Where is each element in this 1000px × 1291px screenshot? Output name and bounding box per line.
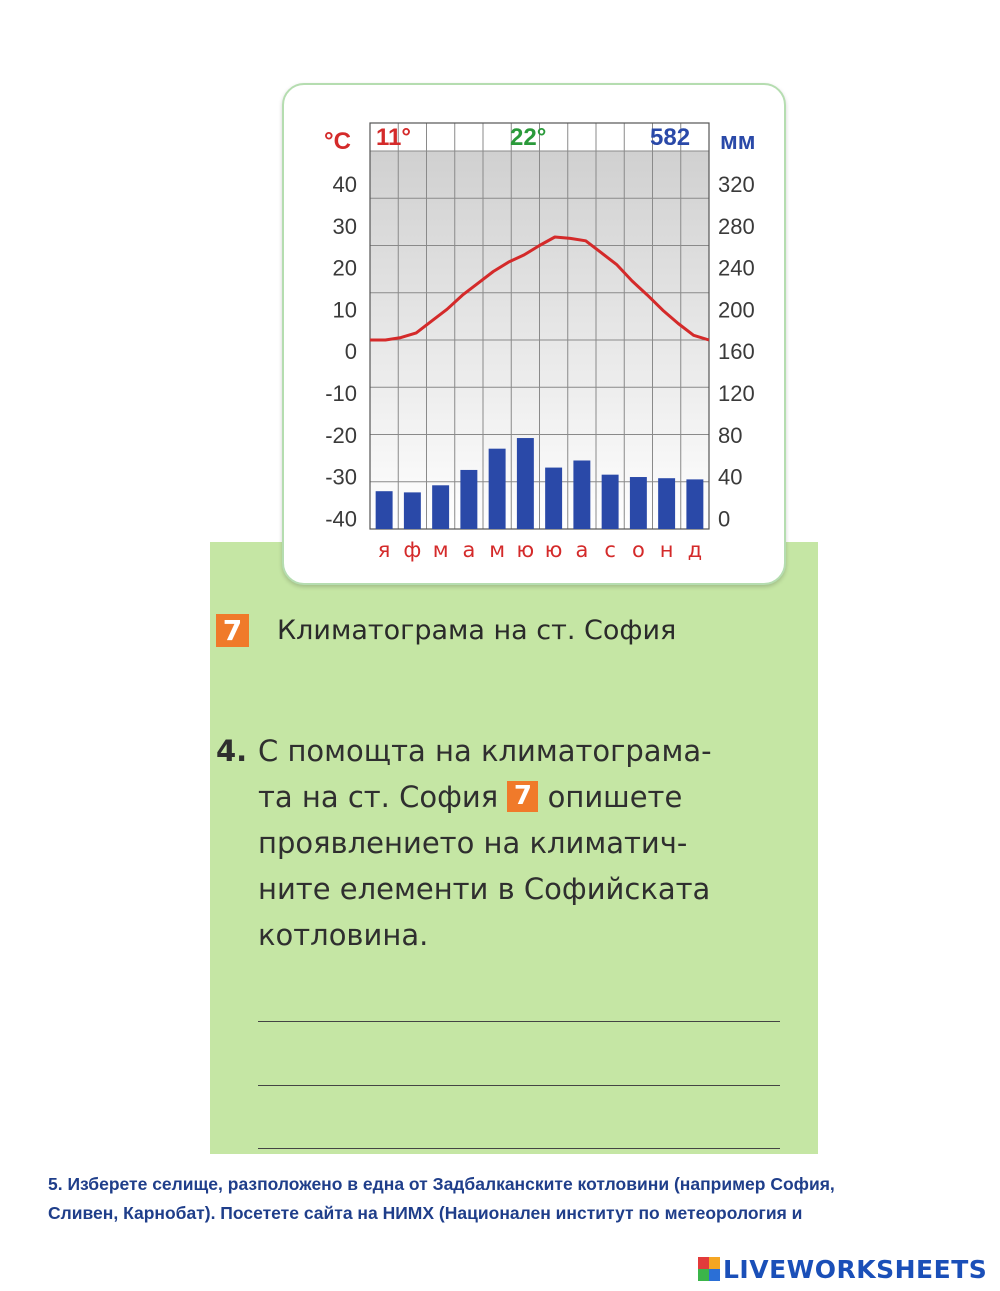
precip-bar — [489, 449, 506, 529]
precip-bar — [460, 470, 477, 529]
month-label: ю — [516, 538, 535, 562]
month-label: м — [489, 538, 506, 562]
precip-bar — [404, 492, 421, 529]
task-4-line-5: котловина. — [258, 918, 429, 952]
precip-bar — [573, 460, 590, 529]
precip-bar — [658, 478, 675, 529]
month-label: а — [575, 538, 589, 562]
task-5 — [48, 1170, 968, 1228]
task-4-line-2: та на ст. София 7 опишете — [258, 780, 683, 814]
left-tick-label: 0 — [344, 339, 357, 365]
precip-bar — [545, 468, 562, 529]
left-tick-label: 30 — [332, 213, 357, 239]
right-axis-unit: мм — [720, 128, 756, 155]
month-label: ю — [544, 538, 563, 562]
task-4-line-4: ните елементи в Софийската — [258, 872, 711, 906]
climatogram-card — [282, 83, 786, 585]
right-tick-label: 0 — [718, 506, 731, 532]
right-tick-label: 80 — [718, 422, 743, 448]
month-label: о — [631, 538, 645, 562]
task-5-line-2: Сливен, Карнобат). Посетете сайта на НИМХ (Национален институт по метеорология и — [48, 1203, 803, 1223]
precip-bar — [376, 491, 393, 529]
left-tick-label: 20 — [332, 255, 357, 281]
temp-min-label: 11° — [376, 124, 411, 151]
climatogram-chart — [284, 85, 784, 583]
task-4-number: 4. — [216, 734, 248, 768]
precip-bar — [432, 485, 449, 529]
figure-caption — [216, 612, 676, 648]
task-4-line-3: проявлението на климатич- — [258, 826, 688, 860]
right-tick-label: 320 — [718, 172, 755, 197]
left-tick-label: -10 — [325, 381, 357, 406]
left-tick-label: -40 — [325, 506, 357, 532]
task-5-line-1: 5. Изберете селище, разположено в една от Задбалканските котловини (например София, — [48, 1174, 835, 1194]
logo-mark-icon — [698, 1257, 720, 1281]
answer-line-1[interactable] — [258, 1021, 780, 1022]
left-axis-unit: °C — [324, 128, 351, 155]
right-tick-label: 200 — [718, 297, 755, 323]
liveworksheets-logo — [698, 1255, 987, 1283]
precip-bar — [686, 479, 703, 529]
figure-ref-badge: 7 — [507, 781, 538, 812]
precip-bar — [517, 438, 534, 529]
right-tick-label: 240 — [718, 255, 755, 281]
month-label: м — [432, 538, 449, 562]
month-label: н — [659, 538, 674, 562]
right-tick-label: 120 — [718, 381, 755, 406]
left-tick-label: -20 — [325, 422, 357, 448]
month-label: с — [604, 538, 616, 562]
right-tick-label: 40 — [718, 464, 743, 490]
figure-caption-text: Климатограма на ст. София — [277, 614, 677, 646]
month-label: я — [377, 538, 391, 562]
precip-bar — [602, 475, 619, 529]
left-tick-label: 10 — [332, 297, 357, 323]
month-label: д — [687, 538, 703, 562]
precip-total-label: 582 — [650, 124, 691, 151]
month-label: ф — [403, 538, 422, 562]
precip-bar — [630, 477, 647, 529]
logo-text: LIVEWORKSHEETS — [723, 1254, 988, 1284]
left-tick-label: -30 — [325, 464, 357, 490]
right-tick-label: 280 — [718, 213, 755, 239]
answer-line-3[interactable] — [258, 1148, 780, 1149]
task-4 — [216, 728, 796, 958]
right-tick-label: 160 — [718, 339, 755, 365]
temp-max-label: 22° — [510, 124, 547, 151]
task-4-line-1: С помощта на климатограма- — [258, 734, 712, 768]
answer-line-2[interactable] — [258, 1085, 780, 1086]
figure-number-badge: 7 — [216, 614, 249, 647]
left-tick-label: 40 — [332, 172, 357, 197]
month-label: а — [462, 538, 476, 562]
